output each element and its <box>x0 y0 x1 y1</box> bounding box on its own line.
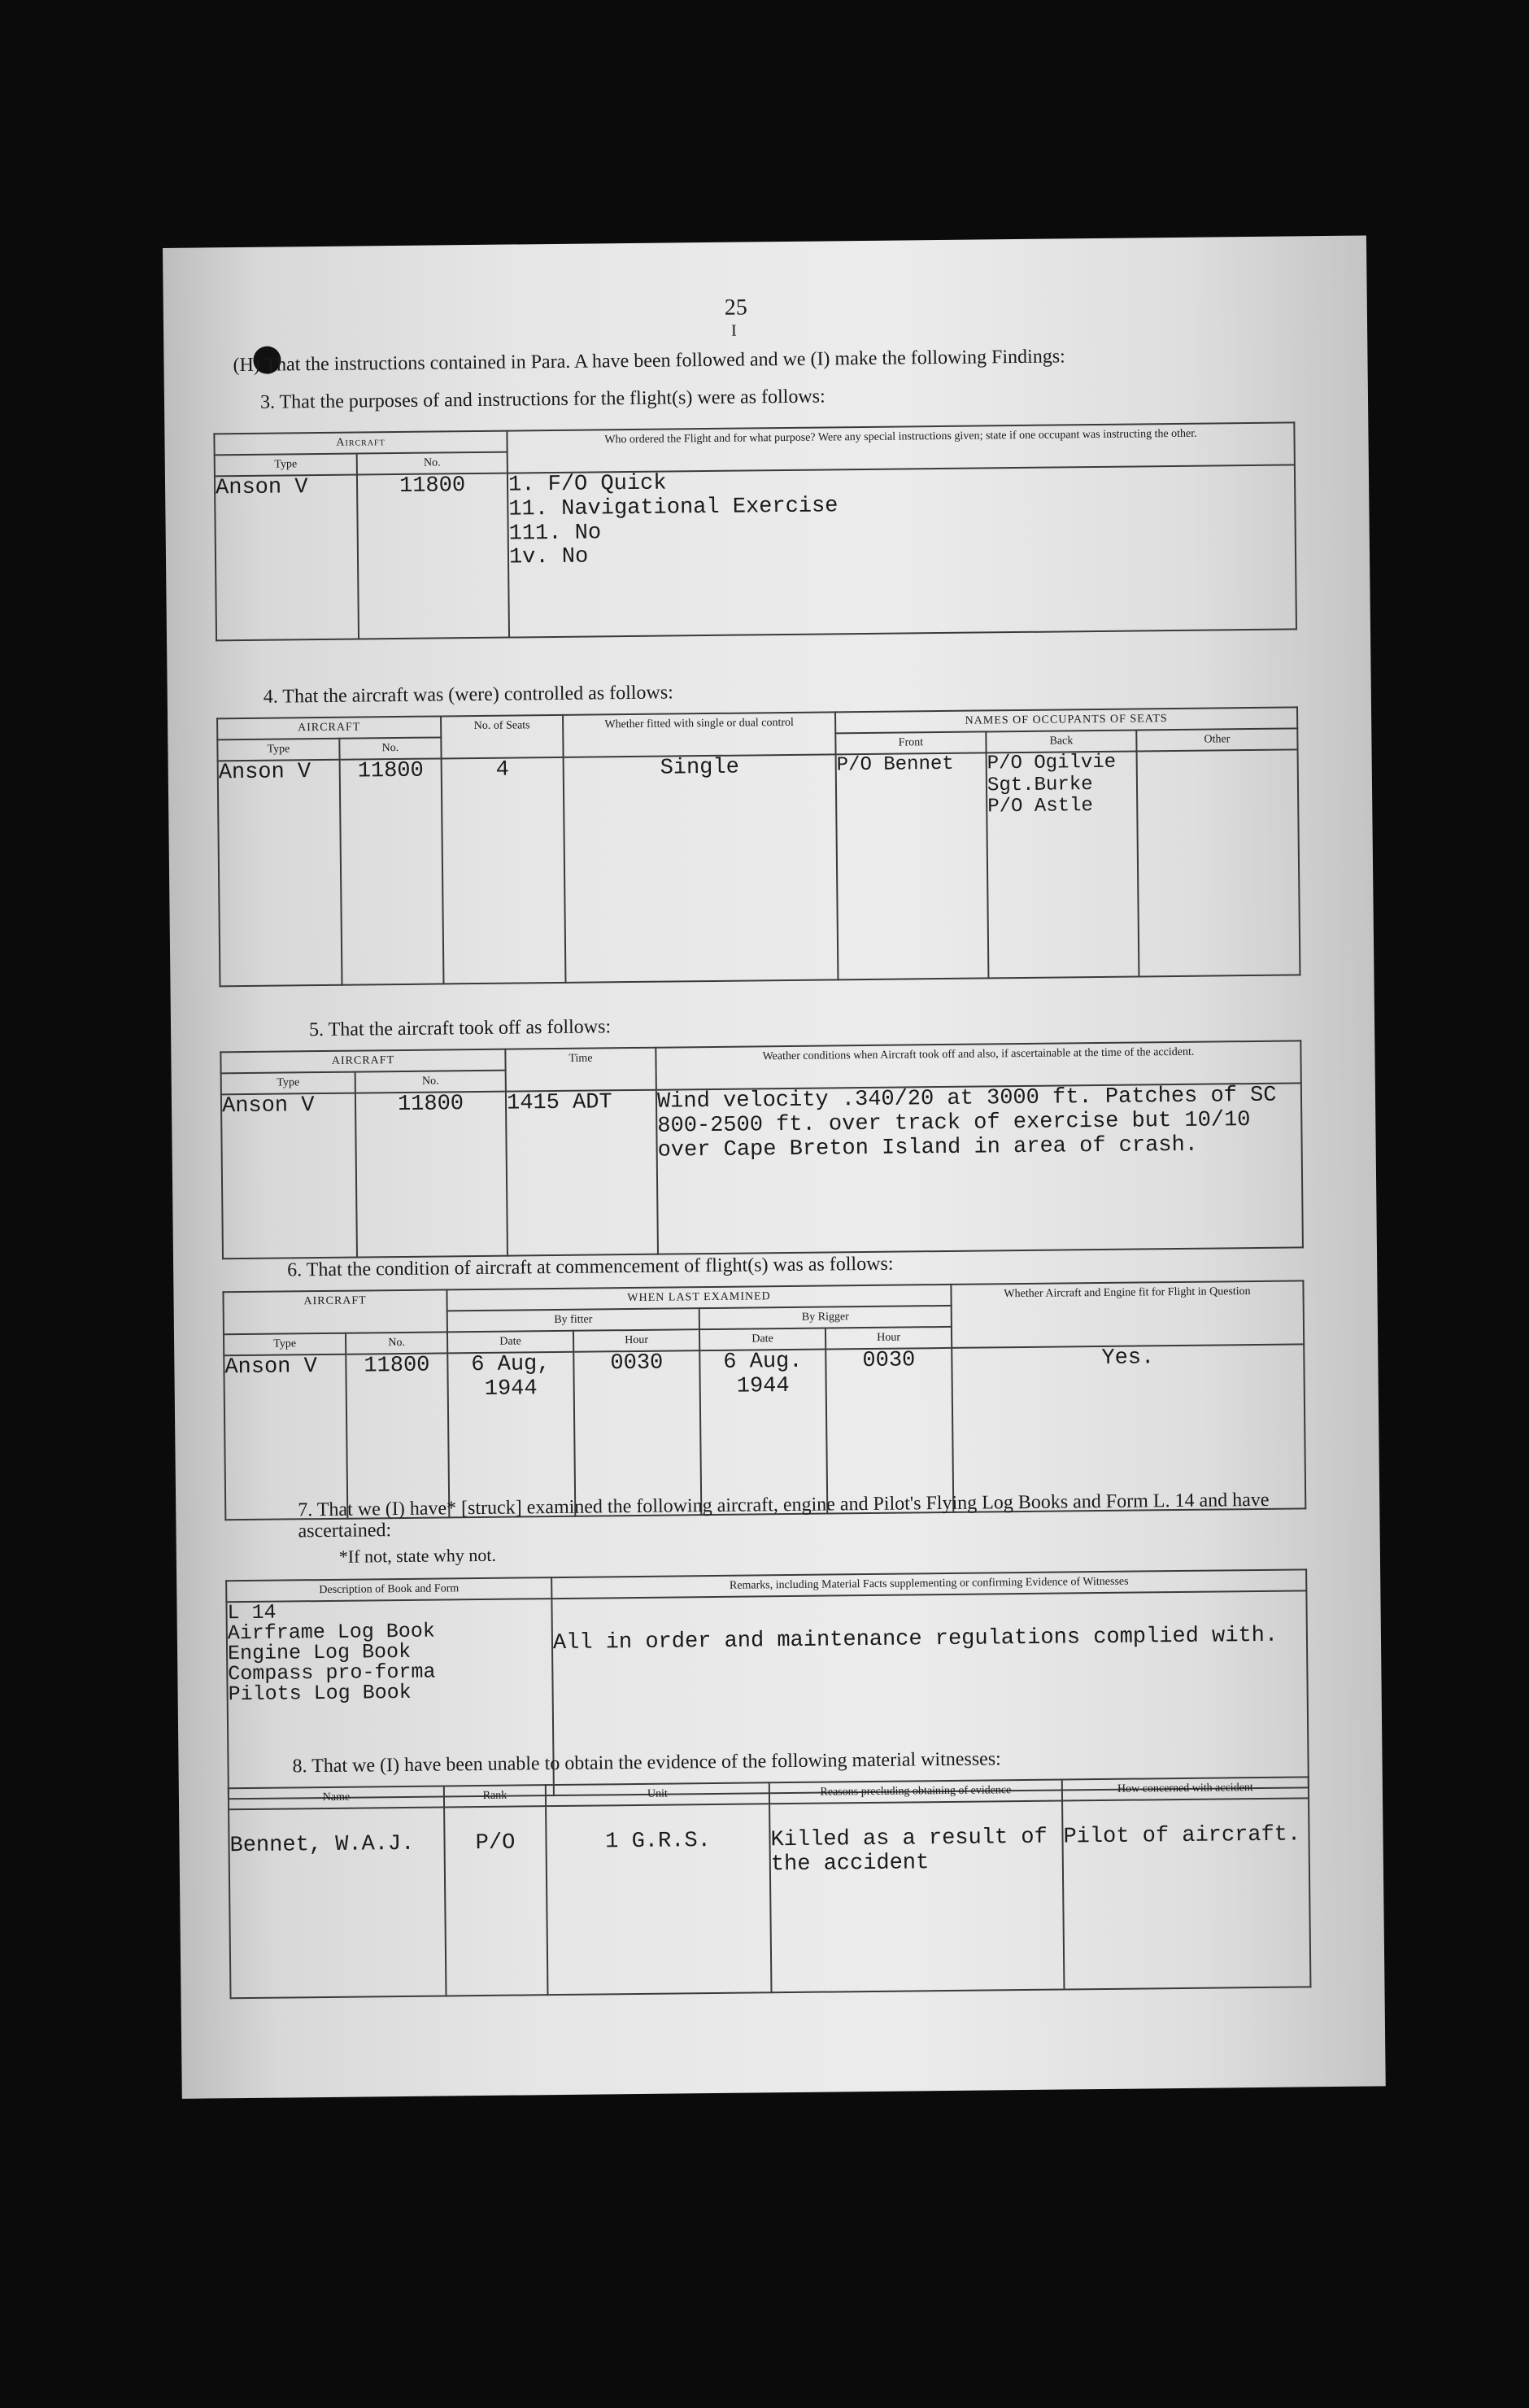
s5-h-no: No. <box>355 1071 506 1093</box>
s7-note: *If not, state why not. <box>338 1544 497 1567</box>
s8-table <box>228 1776 1312 1999</box>
s6-h-type: Type <box>224 1333 346 1356</box>
s8-how: Pilot of aircraft. <box>1062 1798 1310 1989</box>
s6-table <box>222 1280 1306 1520</box>
s6-h-fitter: By fitter <box>447 1308 699 1332</box>
page-number: 25 <box>724 294 747 321</box>
s4-other <box>1137 750 1300 977</box>
s6-h-fitter-date: Date <box>447 1331 573 1354</box>
s5-table <box>220 1040 1304 1259</box>
s5-heading: 5. That the aircraft took off as follows: <box>308 1016 612 1041</box>
s5-no: 11800 <box>355 1092 507 1258</box>
s5-type: Anson V <box>221 1093 357 1259</box>
s6-type: Anson V <box>224 1354 347 1520</box>
findings-intro: (H) That the instructions contained in Para. A have been followed and we (I) make the following Findings: <box>233 346 1065 377</box>
s4-type: Anson V <box>218 760 342 987</box>
s4-h-other: Other <box>1136 729 1297 752</box>
s6-h-rigger-hour: Hour <box>825 1327 952 1350</box>
s8-h-name: Name <box>229 1786 444 1809</box>
s7-desc: L 14 Airframe Log Book Engine Log Book Compass pro-forma Pilots Log Book <box>226 1599 554 1799</box>
s4-seats: 4 <box>442 757 566 984</box>
s7-heading: 7. That we (I) have* [struck] examined the following aircraft, engine and Pilot's Flying Log Books and Form L. 14 and have ascertained: <box>298 1489 1270 1542</box>
s4-heading: 4. That the aircraft was (were) controlled as follows: <box>263 682 673 708</box>
s6-rigger-hour: 0030 <box>825 1348 953 1514</box>
s6-h-fitter-hour: Hour <box>573 1329 699 1352</box>
s5-h-aircraft: AIRCRAFT <box>220 1049 505 1074</box>
s4-h-back: Back <box>986 731 1136 753</box>
s8-heading: 8. That we (I) have been unable to obtain the evidence of the following material witnesses: <box>292 1748 1001 1778</box>
document-page <box>163 236 1386 2099</box>
s3-h-who: Who ordered the Flight and for what purpose? Were any special instructions given; state if one occupant was instructing the other. <box>507 422 1294 473</box>
s3-heading: 3. That the purposes of and instructions for the flight(s) were as follows: <box>259 386 825 413</box>
s8-h-rank: Rank <box>444 1785 546 1807</box>
s4-h-front: Front <box>835 732 986 755</box>
s4-h-aircraft: AIRCRAFT <box>217 716 441 739</box>
s4-h-fitted: Whether fitted with single or dual control <box>563 712 836 757</box>
s8-unit: 1 G.R.S. <box>546 1804 771 1995</box>
s7-remarks: All in order and maintenance regulations complied with. <box>551 1590 1308 1795</box>
s6-no: 11800 <box>346 1354 449 1519</box>
s6-h-no: No. <box>346 1333 447 1354</box>
s6-h-rigger: By Rigger <box>699 1306 952 1329</box>
s6-fit: Yes. <box>952 1345 1305 1513</box>
s7-h-desc: Description of Book and Form <box>226 1577 551 1602</box>
s4-h-seats: No. of Seats <box>441 715 564 759</box>
s8-rank: P/O <box>444 1806 547 1996</box>
s7-h-remarks: Remarks, including Material Facts supplementing or confirming Evidence of Witnesses <box>551 1569 1306 1599</box>
s4-back: P/O Ogilvie Sgt.Burke P/O Astle <box>987 752 1139 979</box>
s8-h-unit: Unit <box>546 1782 769 1806</box>
s8-h-how: How concerned with accident <box>1062 1777 1309 1800</box>
s5-h-type: Type <box>221 1072 355 1095</box>
s8-name: Bennet, W.A.J. <box>229 1808 446 1999</box>
s4-no: 11800 <box>340 759 444 985</box>
s6-h-rigger-date: Date <box>699 1328 825 1351</box>
s4-table <box>216 706 1300 987</box>
s4-h-type: Type <box>217 739 339 761</box>
s6-h-aircraft: AIRCRAFT <box>223 1289 447 1334</box>
s4-fitted: Single <box>564 755 839 983</box>
s4-front: P/O Bennet <box>836 753 989 980</box>
s6-rigger-date: 6 Aug. 1944 <box>699 1350 827 1516</box>
s3-no: 11800 <box>357 473 509 639</box>
s3-who: 1. F/O Quick 11. Navigational Exercise 111. No 1v. No <box>507 465 1296 638</box>
s6-fitter-date: 6 Aug, 1944 <box>447 1352 575 1518</box>
s3-h-type: Type <box>215 454 357 477</box>
s3-type: Anson V <box>215 475 359 641</box>
s3-table <box>213 421 1297 641</box>
page-mark: I <box>730 321 737 340</box>
s5-h-time: Time <box>505 1048 656 1092</box>
s4-h-names: NAMES OF OCCUPANTS OF SEATS <box>835 707 1297 733</box>
s5-time: 1415 ADT <box>506 1090 658 1256</box>
s6-fitter-hour: 0030 <box>573 1350 701 1516</box>
s6-h-when: WHEN LAST EXAMINED <box>447 1285 951 1311</box>
s5-weather: Wind velocity .340/20 at 3000 ft. Patches of SC 800-2500 ft. over track of exercise but 10/10 over Cape Breton Island in area of crash. <box>656 1084 1303 1254</box>
s8-h-reasons: Reasons precluding obtaining of evidence <box>769 1780 1062 1804</box>
s6-heading: 6. That the condition of aircraft at commencement of flight(s) was as follows: <box>287 1253 894 1281</box>
s3-h-aircraft: Aircraft <box>214 431 507 456</box>
s6-h-fit: Whether Aircraft and Engine fit for Flight in Question <box>951 1280 1304 1348</box>
s4-h-no: No. <box>339 738 441 760</box>
s5-h-weather: Weather conditions when Aircraft took off and also, if ascertainable at the time of the accident. <box>656 1040 1300 1089</box>
s8-reasons: Killed as a result of the accident <box>769 1801 1064 1993</box>
s3-h-no: No. <box>357 452 507 475</box>
